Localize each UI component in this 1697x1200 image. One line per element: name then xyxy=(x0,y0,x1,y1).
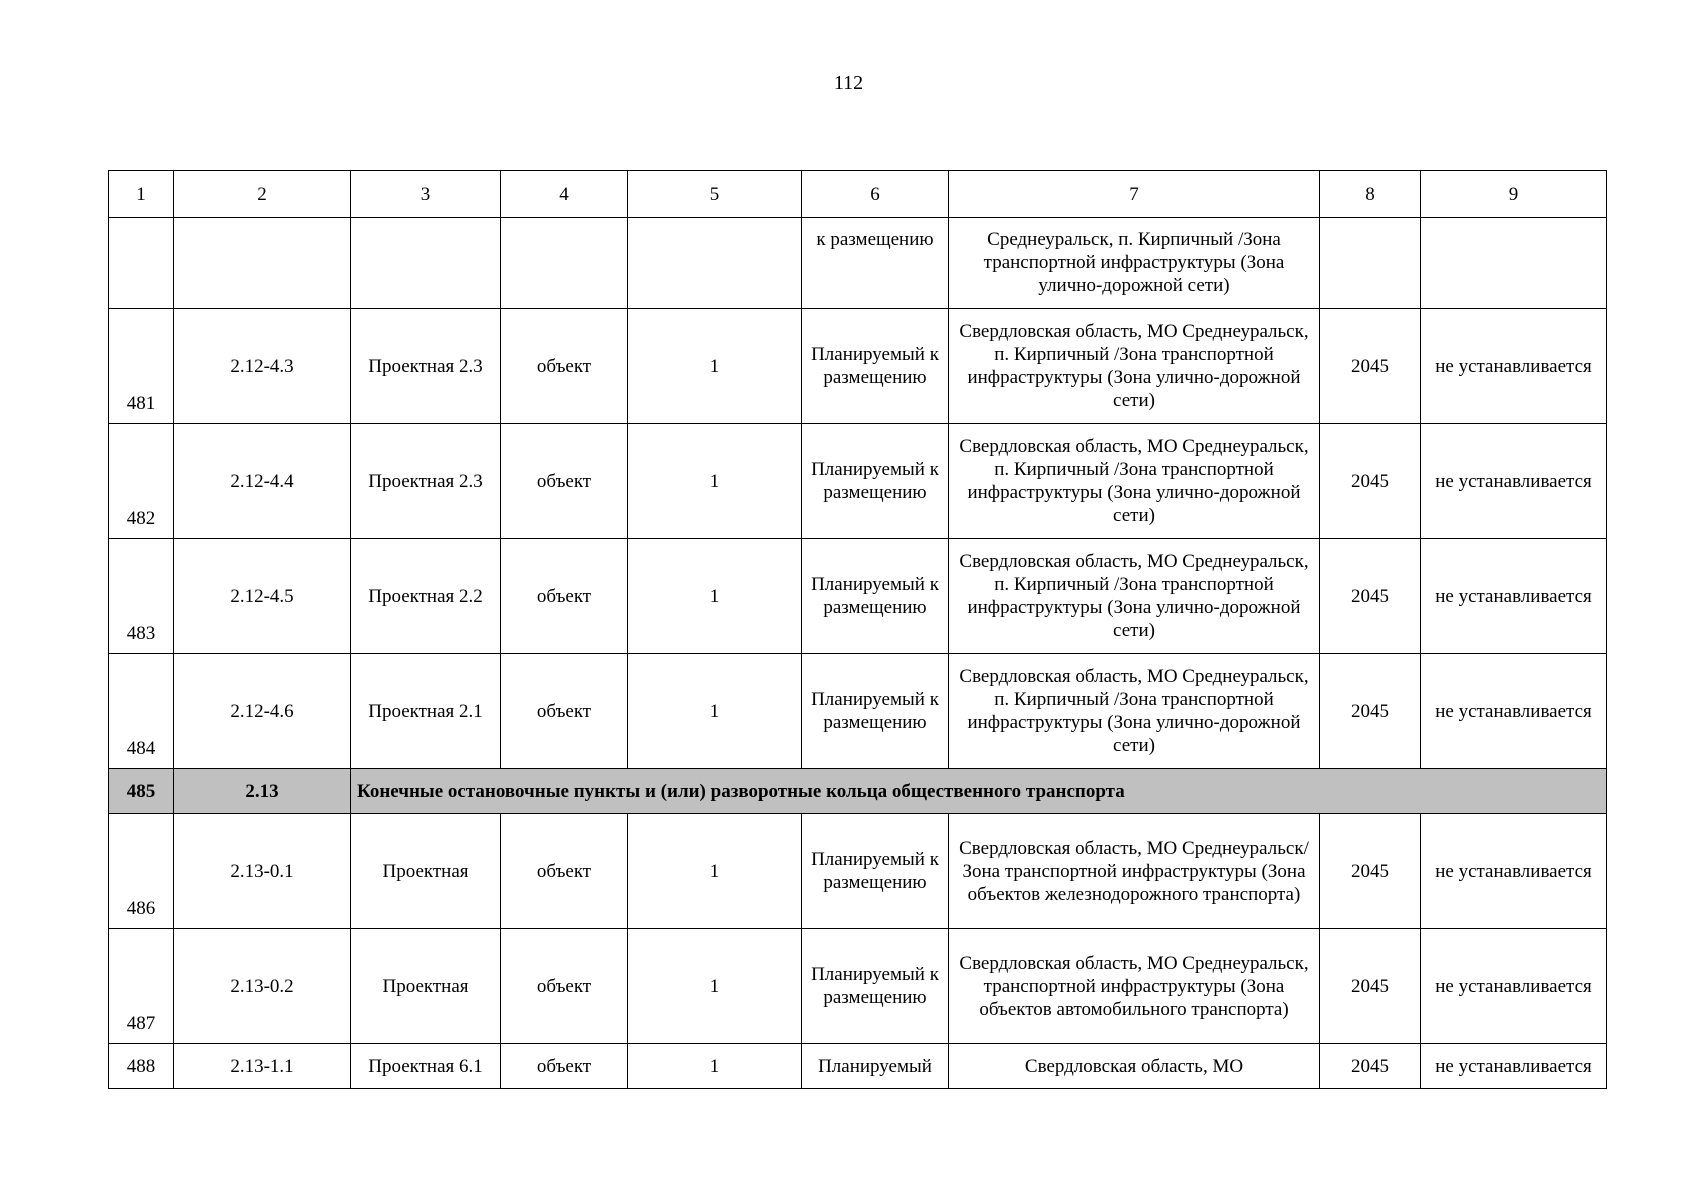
table-row xyxy=(109,539,1607,654)
cell-status: Планируемый xyxy=(802,1044,949,1089)
cell-code xyxy=(174,218,351,309)
cell-location: Свердловская область, МО Среднеуральск, п. Кирпичный /Зона транспортной инфраструктуры (Зона улично-дорожной сети) xyxy=(949,654,1320,769)
cell-count: 1 xyxy=(628,309,802,424)
cell-zone: не устанавливается xyxy=(1421,814,1607,929)
cell-name: Проектная 2.3 xyxy=(351,424,501,539)
cell-count: 1 xyxy=(628,929,802,1044)
cell-type: объект xyxy=(501,929,628,1044)
header-cell: 2 xyxy=(174,171,351,218)
cell-code: 2.12-4.5 xyxy=(174,539,351,654)
cell-location: Среднеуральск, п. Кирпичный /Зона транспортной инфраструктуры (Зона улично-дорожной сети) xyxy=(949,218,1320,309)
cell-status: Планируемый к размещению xyxy=(802,654,949,769)
cell-count: 1 xyxy=(628,539,802,654)
cell-num: 488 xyxy=(109,1044,174,1089)
table-header-row xyxy=(109,171,1607,218)
cell-num: 483 xyxy=(109,539,174,654)
page-number: 112 xyxy=(833,72,864,94)
table-row xyxy=(109,654,1607,769)
section-code: 2.13 xyxy=(174,769,351,814)
cell-year: 2045 xyxy=(1320,309,1421,424)
table-row xyxy=(109,929,1607,1044)
cell-code: 2.13-0.2 xyxy=(174,929,351,1044)
cell-zone: не устанавливается xyxy=(1421,539,1607,654)
cell-status: Планируемый к размещению xyxy=(802,929,949,1044)
cell-type: объект xyxy=(501,1044,628,1089)
table-row xyxy=(109,1044,1607,1089)
header-cell: 3 xyxy=(351,171,501,218)
cell-type: объект xyxy=(501,309,628,424)
cell-year: 2045 xyxy=(1320,1044,1421,1089)
cell-type: объект xyxy=(501,539,628,654)
cell-location: Свердловская область, МО Среднеуральск, п. Кирпичный /Зона транспортной инфраструктуры (Зона улично-дорожной сети) xyxy=(949,424,1320,539)
cell-year: 2045 xyxy=(1320,539,1421,654)
cell-location: Свердловская область, МО Среднеуральск, п. Кирпичный /Зона транспортной инфраструктуры (Зона улично-дорожной сети) xyxy=(949,539,1320,654)
cell-zone: не устанавливается xyxy=(1421,929,1607,1044)
cell-num: 481 xyxy=(109,309,174,424)
cell-num xyxy=(109,218,174,309)
cell-zone: не устанавливается xyxy=(1421,1044,1607,1089)
cell-location: Свердловская область, МО Среднеуральск, транспортной инфраструктуры (Зона объектов автомобильного транспорта) xyxy=(949,929,1320,1044)
header-cell: 5 xyxy=(628,171,802,218)
cell-count: 1 xyxy=(628,814,802,929)
cell-location: Свердловская область, МО Среднеуральск/ Зона транспортной инфраструктуры (Зона объектов железнодорожного транспорта) xyxy=(949,814,1320,929)
header-cell: 4 xyxy=(501,171,628,218)
cell-name: Проектная 6.1 xyxy=(351,1044,501,1089)
cell-status: Планируемый к размещению xyxy=(802,309,949,424)
cell-code: 2.12-4.3 xyxy=(174,309,351,424)
cell-type: объект xyxy=(501,814,628,929)
cell-name: Проектная xyxy=(351,814,501,929)
cell-zone: не устанавливается xyxy=(1421,654,1607,769)
cell-code: 2.13-1.1 xyxy=(174,1044,351,1089)
header-cell: 1 xyxy=(109,171,174,218)
cell-name: Проектная 2.2 xyxy=(351,539,501,654)
registry-table xyxy=(108,170,1607,1089)
cell-name xyxy=(351,218,501,309)
cell-type: объект xyxy=(501,654,628,769)
cell-num: 482 xyxy=(109,424,174,539)
table-row xyxy=(109,814,1607,929)
cell-year: 2045 xyxy=(1320,929,1421,1044)
cell-zone: не устанавливается xyxy=(1421,424,1607,539)
cell-name: Проектная 2.1 xyxy=(351,654,501,769)
cell-type: объект xyxy=(501,424,628,539)
cell-type xyxy=(501,218,628,309)
cell-num: 486 xyxy=(109,814,174,929)
cell-year: 2045 xyxy=(1320,424,1421,539)
table-row xyxy=(109,424,1607,539)
cell-code: 2.13-0.1 xyxy=(174,814,351,929)
cell-num: 484 xyxy=(109,654,174,769)
cell-status: Планируемый к размещению xyxy=(802,814,949,929)
cell-status: Планируемый к размещению xyxy=(802,424,949,539)
cell-zone xyxy=(1421,218,1607,309)
cell-status: к размещению xyxy=(802,218,949,309)
cell-code: 2.12-4.4 xyxy=(174,424,351,539)
cell-year: 2045 xyxy=(1320,814,1421,929)
cell-location: Свердловская область, МО Среднеуральск, п. Кирпичный /Зона транспортной инфраструктуры (Зона улично-дорожной сети) xyxy=(949,309,1320,424)
cell-zone: не устанавливается xyxy=(1421,309,1607,424)
header-cell: 6 xyxy=(802,171,949,218)
section-row xyxy=(109,769,1607,814)
table-row xyxy=(109,309,1607,424)
header-cell: 8 xyxy=(1320,171,1421,218)
cell-status: Планируемый к размещению xyxy=(802,539,949,654)
cell-num: 487 xyxy=(109,929,174,1044)
cell-count: 1 xyxy=(628,654,802,769)
cell-year: 2045 xyxy=(1320,654,1421,769)
cell-count: 1 xyxy=(628,424,802,539)
section-title: Конечные остановочные пункты и (или) разворотные кольца общественного транспорта xyxy=(351,769,1607,814)
cell-name: Проектная xyxy=(351,929,501,1044)
section-num: 485 xyxy=(109,769,174,814)
cell-year xyxy=(1320,218,1421,309)
cell-location: Свердловская область, МО xyxy=(949,1044,1320,1089)
cell-count xyxy=(628,218,802,309)
cell-code: 2.12-4.6 xyxy=(174,654,351,769)
cell-count: 1 xyxy=(628,1044,802,1089)
table-row-continuation xyxy=(109,218,1607,309)
cell-name: Проектная 2.3 xyxy=(351,309,501,424)
header-cell: 7 xyxy=(949,171,1320,218)
header-cell: 9 xyxy=(1421,171,1607,218)
